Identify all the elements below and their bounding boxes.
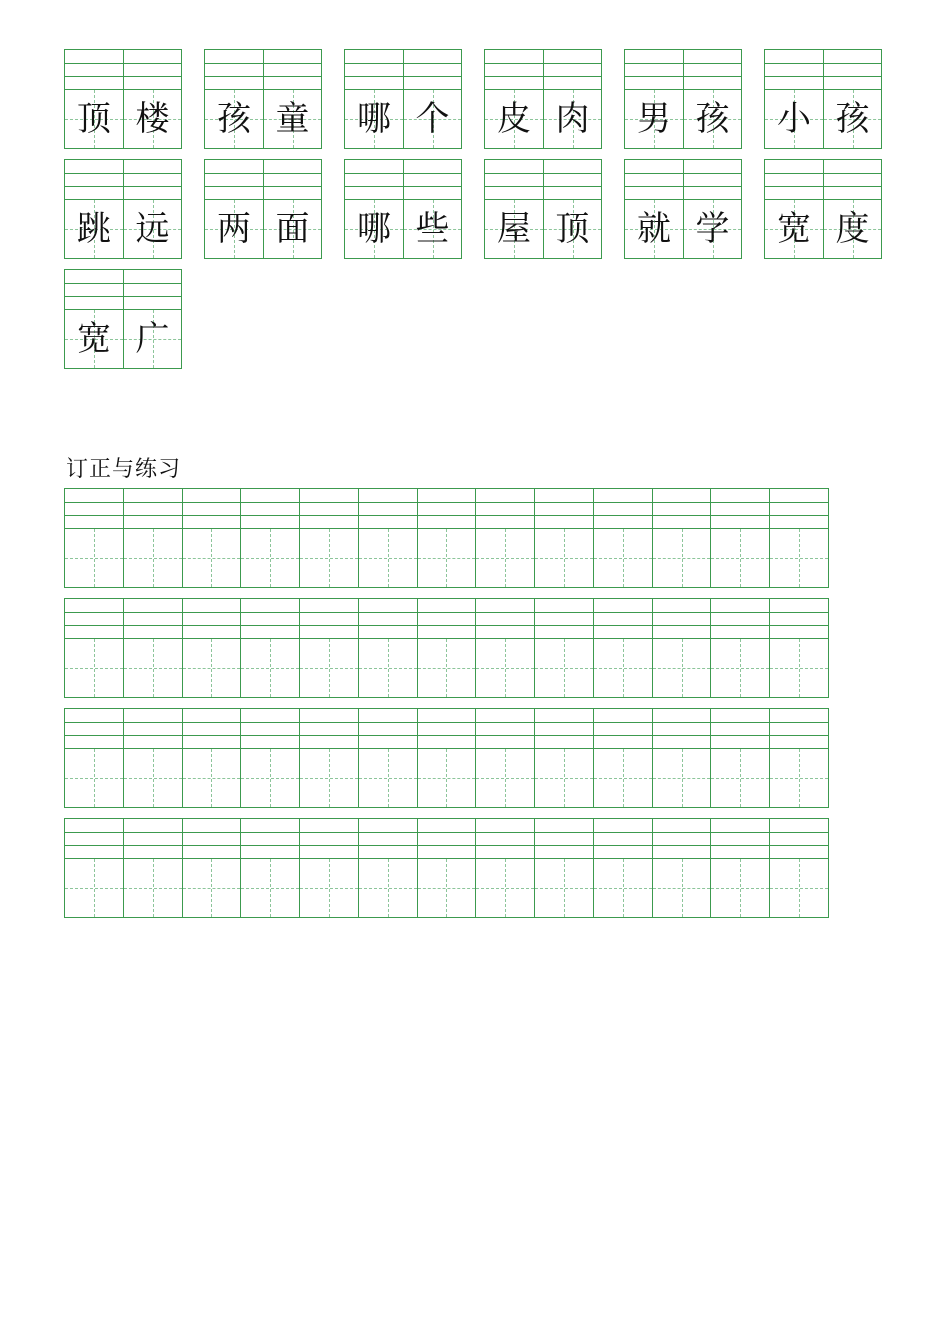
practice-cell[interactable] xyxy=(358,709,417,807)
tian-grid xyxy=(241,529,299,587)
tian-grid xyxy=(124,859,182,917)
pinyin-lines xyxy=(359,599,417,639)
pinyin-lines xyxy=(711,599,769,639)
tian-grid xyxy=(594,859,652,917)
practice-cell[interactable] xyxy=(182,709,241,807)
character-cell xyxy=(123,160,181,258)
tian-grid xyxy=(124,90,181,148)
tian-grid xyxy=(684,200,741,258)
tian-grid xyxy=(544,90,601,148)
pinyin-lines xyxy=(476,819,534,859)
practice-cell[interactable] xyxy=(182,599,241,697)
practice-cell[interactable] xyxy=(240,599,299,697)
tian-grid xyxy=(476,859,534,917)
tian-grid xyxy=(770,859,828,917)
practice-cell[interactable] xyxy=(417,709,476,807)
character-cell xyxy=(823,160,881,258)
tian-grid xyxy=(653,639,711,697)
tian-grid xyxy=(345,200,403,258)
pinyin-lines xyxy=(65,599,123,639)
practice-cell[interactable] xyxy=(417,489,476,587)
practice-cell[interactable] xyxy=(534,599,593,697)
practice-cell[interactable] xyxy=(65,489,123,587)
pinyin-lines xyxy=(124,489,182,529)
tian-grid xyxy=(300,859,358,917)
tian-grid xyxy=(300,529,358,587)
character-cell xyxy=(485,50,543,148)
tian-grid xyxy=(359,639,417,697)
word-block xyxy=(624,159,742,259)
practice-cell[interactable] xyxy=(65,599,123,697)
pinyin-lines xyxy=(684,160,741,200)
word-character: 哪 xyxy=(357,209,391,249)
tian-grid xyxy=(124,200,181,258)
tian-grid xyxy=(770,749,828,807)
word-character: 广 xyxy=(135,319,170,359)
practice-cell[interactable] xyxy=(534,709,593,807)
tian-grid xyxy=(653,859,711,917)
tian-grid xyxy=(711,639,769,697)
word-character: 屋 xyxy=(497,209,531,249)
pinyin-lines xyxy=(594,819,652,859)
tian-grid xyxy=(684,90,741,148)
tian-grid xyxy=(264,90,321,148)
practice-cell[interactable] xyxy=(240,819,299,917)
tian-grid xyxy=(183,859,241,917)
word-character: 跳 xyxy=(77,209,111,249)
character-cell xyxy=(543,50,601,148)
word-character: 顶 xyxy=(77,99,111,139)
pinyin-lines xyxy=(770,599,828,639)
tian-grid xyxy=(711,529,769,587)
practice-row xyxy=(64,488,829,588)
pinyin-lines xyxy=(711,489,769,529)
pinyin-lines xyxy=(183,599,241,639)
practice-cell[interactable] xyxy=(593,819,652,917)
word-block xyxy=(624,49,742,149)
tian-grid xyxy=(765,90,823,148)
word-block xyxy=(764,159,882,259)
tian-grid xyxy=(594,749,652,807)
tian-grid xyxy=(124,639,182,697)
pinyin-lines xyxy=(359,709,417,749)
tian-grid xyxy=(535,529,593,587)
word-character: 哪 xyxy=(357,99,391,139)
tian-grid xyxy=(485,90,543,148)
tian-grid xyxy=(711,749,769,807)
tian-grid xyxy=(535,639,593,697)
practice-cell[interactable] xyxy=(593,599,652,697)
word-character: 皮 xyxy=(497,99,531,139)
tian-grid xyxy=(476,749,534,807)
tian-grid xyxy=(205,200,263,258)
word-character: 顶 xyxy=(555,209,590,249)
tian-grid xyxy=(359,859,417,917)
tian-grid xyxy=(300,749,358,807)
tian-grid xyxy=(264,200,321,258)
pinyin-lines xyxy=(625,50,683,90)
tian-grid xyxy=(418,749,476,807)
practice-cell[interactable] xyxy=(182,819,241,917)
pinyin-lines xyxy=(594,489,652,529)
practice-cell[interactable] xyxy=(769,489,828,587)
tian-grid xyxy=(241,749,299,807)
word-character: 学 xyxy=(695,209,730,249)
tian-grid xyxy=(711,859,769,917)
character-cell xyxy=(205,160,263,258)
practice-cell[interactable] xyxy=(182,489,241,587)
practice-cell[interactable] xyxy=(358,599,417,697)
character-cell xyxy=(263,50,321,148)
practice-cell[interactable] xyxy=(358,489,417,587)
pinyin-lines xyxy=(485,160,543,200)
pinyin-lines xyxy=(770,489,828,529)
character-cell xyxy=(823,50,881,148)
pinyin-lines xyxy=(535,489,593,529)
tian-grid xyxy=(594,529,652,587)
practice-cell[interactable] xyxy=(769,599,828,697)
pinyin-lines xyxy=(65,709,123,749)
pinyin-lines xyxy=(485,50,543,90)
tian-grid xyxy=(765,200,823,258)
pinyin-lines xyxy=(625,160,683,200)
word-character: 个 xyxy=(415,99,450,139)
pinyin-lines xyxy=(124,819,182,859)
pinyin-lines xyxy=(404,50,461,90)
practice-cell[interactable] xyxy=(299,819,358,917)
tian-grid xyxy=(183,529,241,587)
pinyin-lines xyxy=(300,489,358,529)
pinyin-lines xyxy=(359,819,417,859)
pinyin-lines xyxy=(65,819,123,859)
tian-grid xyxy=(824,90,881,148)
practice-section-title: 订正与练习 xyxy=(66,457,182,482)
character-cell xyxy=(765,160,823,258)
pinyin-lines xyxy=(300,709,358,749)
practice-cell[interactable] xyxy=(769,819,828,917)
tian-grid xyxy=(65,529,123,587)
pinyin-lines xyxy=(770,819,828,859)
word-character: 就 xyxy=(637,209,671,249)
pinyin-lines xyxy=(300,819,358,859)
tian-grid xyxy=(124,529,182,587)
practice-cell[interactable] xyxy=(65,709,123,807)
word-block xyxy=(204,159,322,259)
word-character: 男 xyxy=(637,99,671,139)
character-cell xyxy=(625,160,683,258)
practice-cell[interactable] xyxy=(123,819,182,917)
word-block xyxy=(344,159,462,259)
character-cell xyxy=(123,50,181,148)
practice-cell[interactable] xyxy=(123,709,182,807)
tian-grid xyxy=(359,749,417,807)
pinyin-lines xyxy=(544,160,601,200)
practice-row xyxy=(64,708,829,808)
pinyin-lines xyxy=(770,709,828,749)
word-character: 远 xyxy=(135,209,170,249)
word-block xyxy=(64,269,182,369)
practice-cell[interactable] xyxy=(123,489,182,587)
pinyin-lines xyxy=(205,50,263,90)
practice-cell[interactable] xyxy=(299,489,358,587)
pinyin-lines xyxy=(183,489,241,529)
word-character: 宽 xyxy=(777,209,811,249)
practice-cell[interactable] xyxy=(240,489,299,587)
tian-grid xyxy=(476,529,534,587)
pinyin-lines xyxy=(264,50,321,90)
pinyin-lines xyxy=(653,489,711,529)
tian-grid xyxy=(65,200,123,258)
word-character: 孩 xyxy=(695,99,730,139)
word-block xyxy=(484,159,602,259)
practice-cell[interactable] xyxy=(475,599,534,697)
pinyin-lines xyxy=(544,50,601,90)
word-character: 孩 xyxy=(217,99,251,139)
character-cell xyxy=(65,160,123,258)
practice-row xyxy=(64,598,829,698)
pinyin-lines xyxy=(535,709,593,749)
pinyin-lines xyxy=(765,50,823,90)
practice-cell[interactable] xyxy=(534,819,593,917)
word-character: 些 xyxy=(415,209,450,249)
tian-grid xyxy=(485,200,543,258)
practice-cell[interactable] xyxy=(123,599,182,697)
pinyin-lines xyxy=(359,489,417,529)
practice-row xyxy=(64,818,829,918)
pinyin-lines xyxy=(653,599,711,639)
pinyin-lines xyxy=(824,50,881,90)
character-cell xyxy=(65,270,123,368)
word-block xyxy=(64,49,182,149)
pinyin-lines xyxy=(418,709,476,749)
tian-grid xyxy=(300,639,358,697)
practice-cell[interactable] xyxy=(358,819,417,917)
word-character: 宽 xyxy=(77,319,111,359)
pinyin-lines xyxy=(535,819,593,859)
pinyin-lines xyxy=(824,160,881,200)
pinyin-lines xyxy=(124,160,181,200)
tian-grid xyxy=(535,749,593,807)
pinyin-lines xyxy=(65,489,123,529)
practice-cell[interactable] xyxy=(299,709,358,807)
pinyin-lines xyxy=(124,50,181,90)
pinyin-lines xyxy=(535,599,593,639)
tian-grid xyxy=(653,749,711,807)
pinyin-lines xyxy=(345,50,403,90)
character-cell xyxy=(543,160,601,258)
practice-cell[interactable] xyxy=(299,599,358,697)
tian-grid xyxy=(594,639,652,697)
practice-cell[interactable] xyxy=(240,709,299,807)
character-cell xyxy=(263,160,321,258)
practice-cell[interactable] xyxy=(769,709,828,807)
pinyin-lines xyxy=(241,599,299,639)
pinyin-lines xyxy=(418,599,476,639)
practice-cell[interactable] xyxy=(593,489,652,587)
tian-grid xyxy=(625,90,683,148)
tian-grid xyxy=(124,310,181,368)
practice-cell[interactable] xyxy=(417,599,476,697)
word-block xyxy=(344,49,462,149)
tian-grid xyxy=(241,639,299,697)
practice-cell[interactable] xyxy=(475,489,534,587)
pinyin-lines xyxy=(241,819,299,859)
pinyin-lines xyxy=(124,709,182,749)
tian-grid xyxy=(770,639,828,697)
word-character: 小 xyxy=(777,99,811,139)
practice-cell[interactable] xyxy=(475,709,534,807)
pinyin-lines xyxy=(241,709,299,749)
pinyin-lines xyxy=(65,160,123,200)
tian-grid xyxy=(418,859,476,917)
character-cell xyxy=(205,50,263,148)
character-cell xyxy=(345,160,403,258)
practice-cell[interactable] xyxy=(710,709,769,807)
tian-grid xyxy=(124,749,182,807)
tian-grid xyxy=(535,859,593,917)
tian-grid xyxy=(653,529,711,587)
pinyin-lines xyxy=(65,50,123,90)
pinyin-lines xyxy=(684,50,741,90)
practice-cell[interactable] xyxy=(652,709,711,807)
practice-cell[interactable] xyxy=(710,489,769,587)
tian-grid xyxy=(65,749,123,807)
tian-grid xyxy=(241,859,299,917)
pinyin-lines xyxy=(404,160,461,200)
tian-grid xyxy=(824,200,881,258)
character-cell xyxy=(123,270,181,368)
character-cell xyxy=(683,160,741,258)
tian-grid xyxy=(183,749,241,807)
word-character: 肉 xyxy=(555,99,590,139)
character-cell xyxy=(403,160,461,258)
word-character: 两 xyxy=(217,209,251,249)
practice-cell[interactable] xyxy=(652,599,711,697)
pinyin-lines xyxy=(476,489,534,529)
pinyin-lines xyxy=(711,709,769,749)
practice-cell[interactable] xyxy=(593,709,652,807)
pinyin-lines xyxy=(418,819,476,859)
practice-cell[interactable] xyxy=(652,489,711,587)
pinyin-lines xyxy=(65,270,123,310)
practice-cell[interactable] xyxy=(652,819,711,917)
pinyin-lines xyxy=(476,709,534,749)
tian-grid xyxy=(345,90,403,148)
pinyin-lines xyxy=(300,599,358,639)
word-character: 楼 xyxy=(135,99,170,139)
pinyin-lines xyxy=(264,160,321,200)
pinyin-lines xyxy=(765,160,823,200)
character-cell xyxy=(345,50,403,148)
pinyin-lines xyxy=(418,489,476,529)
tian-grid xyxy=(359,529,417,587)
tian-grid xyxy=(476,639,534,697)
practice-cell[interactable] xyxy=(710,599,769,697)
tian-grid xyxy=(205,90,263,148)
practice-cell[interactable] xyxy=(65,819,123,917)
practice-cell[interactable] xyxy=(475,819,534,917)
word-character: 童 xyxy=(275,99,310,139)
pinyin-lines xyxy=(124,599,182,639)
pinyin-lines xyxy=(241,489,299,529)
tian-grid xyxy=(404,200,461,258)
tian-grid xyxy=(544,200,601,258)
pinyin-lines xyxy=(124,270,181,310)
word-character: 度 xyxy=(835,209,870,249)
tian-grid xyxy=(65,90,123,148)
character-cell xyxy=(625,50,683,148)
tian-grid xyxy=(418,529,476,587)
word-block xyxy=(764,49,882,149)
pinyin-lines xyxy=(476,599,534,639)
tian-grid xyxy=(770,529,828,587)
word-block xyxy=(484,49,602,149)
word-block xyxy=(64,159,182,259)
pinyin-lines xyxy=(711,819,769,859)
pinyin-lines xyxy=(653,819,711,859)
character-cell xyxy=(485,160,543,258)
tian-grid xyxy=(404,90,461,148)
pinyin-lines xyxy=(183,709,241,749)
practice-cell[interactable] xyxy=(710,819,769,917)
word-block xyxy=(204,49,322,149)
pinyin-lines xyxy=(653,709,711,749)
word-character: 面 xyxy=(275,209,310,249)
tian-grid xyxy=(183,639,241,697)
tian-grid xyxy=(65,310,123,368)
pinyin-lines xyxy=(594,709,652,749)
tian-grid xyxy=(418,639,476,697)
practice-cell[interactable] xyxy=(534,489,593,587)
tian-grid xyxy=(65,639,123,697)
character-cell xyxy=(65,50,123,148)
practice-cell[interactable] xyxy=(417,819,476,917)
character-cell xyxy=(403,50,461,148)
character-cell xyxy=(683,50,741,148)
word-character: 孩 xyxy=(835,99,870,139)
character-cell xyxy=(765,50,823,148)
pinyin-lines xyxy=(183,819,241,859)
tian-grid xyxy=(625,200,683,258)
pinyin-lines xyxy=(594,599,652,639)
pinyin-lines xyxy=(345,160,403,200)
tian-grid xyxy=(65,859,123,917)
pinyin-lines xyxy=(205,160,263,200)
